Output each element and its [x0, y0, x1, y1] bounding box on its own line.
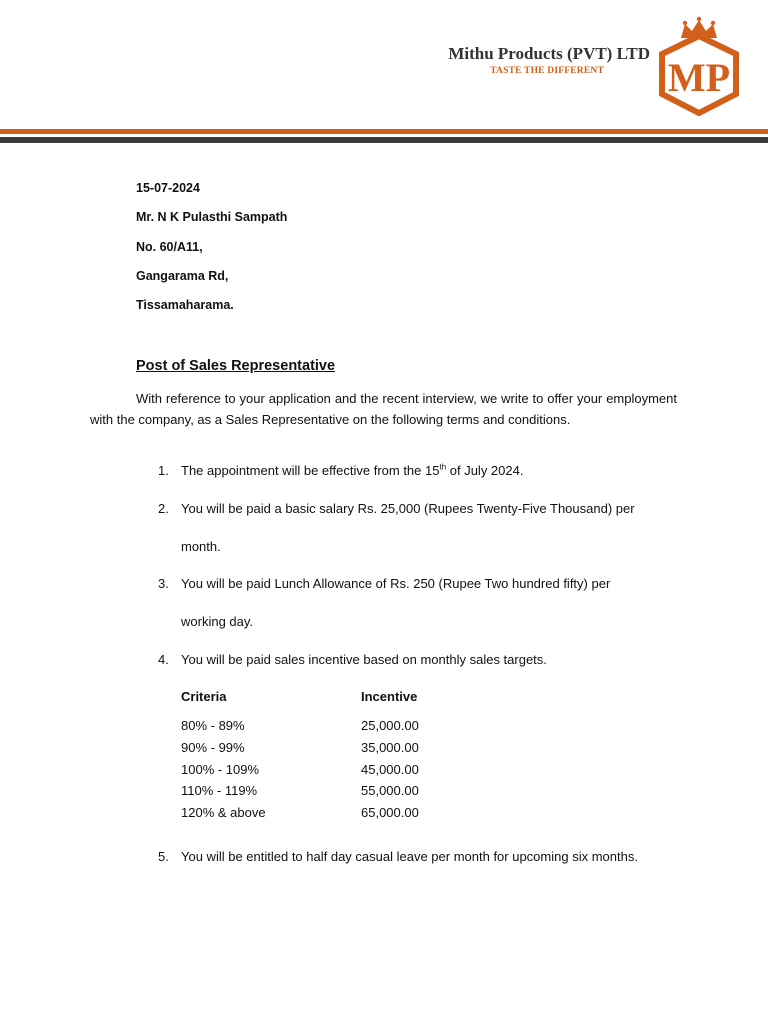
- term-2-continuation: month.: [181, 539, 221, 554]
- term-number: 3.: [158, 576, 169, 591]
- logo-text: MP: [667, 55, 731, 100]
- term-text: The appointment will be effective from the 15th of July 2024.: [181, 462, 524, 478]
- table-header-incentive: Incentive: [361, 689, 418, 704]
- incentive-cell: 25,000.00: [361, 718, 419, 733]
- letter-subject: Post of Sales Representative: [136, 358, 336, 374]
- header-rule-dark: [0, 137, 768, 143]
- incentive-cell: 55,000.00: [361, 783, 419, 798]
- table-header-criteria: Criteria: [181, 689, 227, 704]
- table-row: [181, 762, 481, 782]
- term-3-continuation: working day.: [181, 614, 254, 629]
- address-line-2: Gangarama Rd,: [136, 269, 229, 283]
- incentive-cell: 65,000.00: [361, 805, 419, 820]
- table-row: [181, 718, 481, 738]
- intro-paragraph: With reference to your application and the recent interview, we write to offer your employment with the company, as a Sales Representative on the following terms and conditions.: [90, 391, 677, 427]
- table-row: [181, 740, 481, 760]
- term-number: 1.: [158, 463, 169, 478]
- incentive-cell: 35,000.00: [361, 740, 419, 755]
- criteria-cell: 100% - 109%: [181, 762, 260, 777]
- mp-crown-hexagon-logo-icon: [656, 16, 742, 116]
- term-text: You will be entitled to half day casual leave per month for upcoming six months.: [181, 849, 638, 864]
- criteria-cell: 90% - 99%: [181, 740, 245, 755]
- letterhead: [0, 0, 768, 150]
- header-rule-orange: [0, 129, 768, 134]
- incentive-cell: 45,000.00: [361, 762, 419, 777]
- company-name: Mithu Products (PVT) LTD: [448, 44, 650, 63]
- recipient-name: Mr. N K Pulasthi Sampath: [136, 210, 288, 224]
- table-row: [181, 805, 481, 825]
- term-number: 5.: [158, 849, 169, 864]
- address-line-1: No. 60/A11,: [136, 240, 203, 254]
- address-line-3: Tissamaharama.: [136, 298, 234, 312]
- criteria-cell: 120% & above: [181, 805, 266, 820]
- letter-date: 15-07-2024: [136, 181, 200, 195]
- term-text: You will be paid Lunch Allowance of Rs. 250 (Rupee Two hundred fifty) per: [181, 576, 611, 591]
- table-row: [181, 783, 481, 803]
- term-text: You will be paid a basic salary Rs. 25,000 (Rupees Twenty-Five Thousand) per: [181, 501, 635, 516]
- criteria-cell: 110% - 119%: [181, 783, 258, 798]
- criteria-cell: 80% - 89%: [181, 718, 245, 733]
- term-number: 2.: [158, 501, 169, 516]
- term-text: You will be paid sales incentive based on monthly sales targets.: [181, 652, 547, 667]
- company-tagline: TASTE THE DIFFERENT: [490, 66, 604, 76]
- term-number: 4.: [158, 652, 169, 667]
